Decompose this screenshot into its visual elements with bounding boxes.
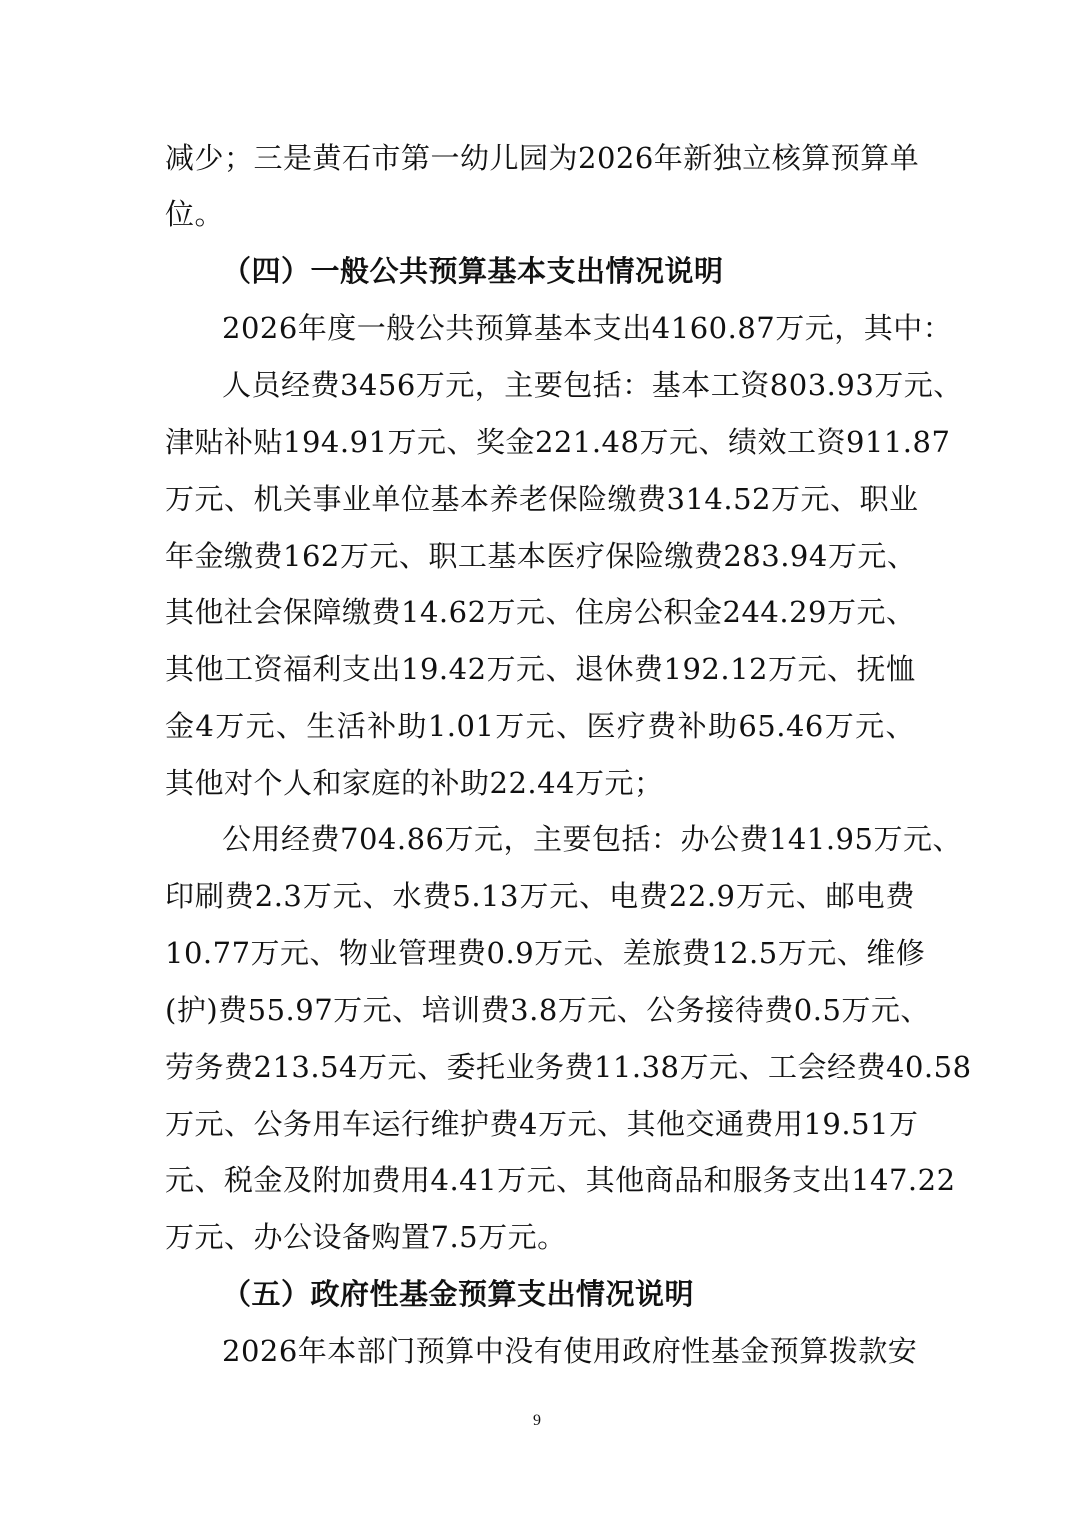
paragraph-line: (护)费55.97万元、培训费3.8万元、公务接待费0.5万元、 bbox=[165, 993, 930, 1027]
paragraph-line: 年金缴费162万元、职工基本医疗保险缴费283.94万元、 bbox=[165, 539, 917, 573]
paragraph-line: 10.77万元、物业管理费0.9万元、差旅费12.5万元、维修 bbox=[165, 936, 926, 970]
paragraph-line: 减少；三是黄石市第一幼儿园为2026年新独立核算预算单 bbox=[165, 141, 920, 175]
paragraph-line: 其他社会保障缴费14.62万元、住房公积金244.29万元、 bbox=[165, 595, 916, 629]
paragraph-line: 印刷费2.3万元、水费5.13万元、电费22.9万元、邮电费 bbox=[165, 879, 915, 913]
paragraph-line: 人员经费3456万元，主要包括：基本工资803.93万元、 bbox=[222, 368, 963, 402]
paragraph-line: 其他对个人和家庭的补助22.44万元； bbox=[165, 766, 664, 800]
paragraph-line: 2026年度一般公共预算基本支出4160.87万元，其中： bbox=[222, 311, 953, 345]
paragraph-line: 万元、公务用车运行维护费4万元、其他交通费用19.51万 bbox=[165, 1107, 919, 1141]
section-heading-four: （四）一般公共预算基本支出情况说明 bbox=[222, 254, 724, 288]
paragraph-line: 公用经费704.86万元，主要包括：办公费141.95万元、 bbox=[222, 822, 962, 856]
paragraph-line: 万元、办公设备购置7.5万元。 bbox=[165, 1220, 567, 1254]
paragraph-line: 位。 bbox=[165, 197, 225, 231]
paragraph-line: 万元、机关事业单位基本养老保险缴费314.52万元、职业 bbox=[165, 482, 919, 516]
paragraph-line: 其他工资福利支出19.42万元、退休费192.12万元、抚恤 bbox=[165, 652, 916, 686]
paragraph-line: 2026年本部门预算中没有使用政府性基金预算拨款安 bbox=[222, 1334, 918, 1368]
paragraph-line: 津贴补贴194.91万元、奖金221.48万元、绩效工资911.87 bbox=[165, 425, 951, 459]
paragraph-line: 金4万元、生活补助1.01万元、医疗费补助65.46万元、 bbox=[165, 709, 915, 743]
paragraph-line: 劳务费213.54万元、委托业务费11.38万元、工会经费40.58 bbox=[165, 1050, 972, 1084]
section-heading-five: （五）政府性基金预算支出情况说明 bbox=[222, 1277, 695, 1311]
page-number: 9 bbox=[533, 1412, 541, 1429]
paragraph-line: 元、税金及附加费用4.41万元、其他商品和服务支出147.22 bbox=[165, 1163, 956, 1197]
